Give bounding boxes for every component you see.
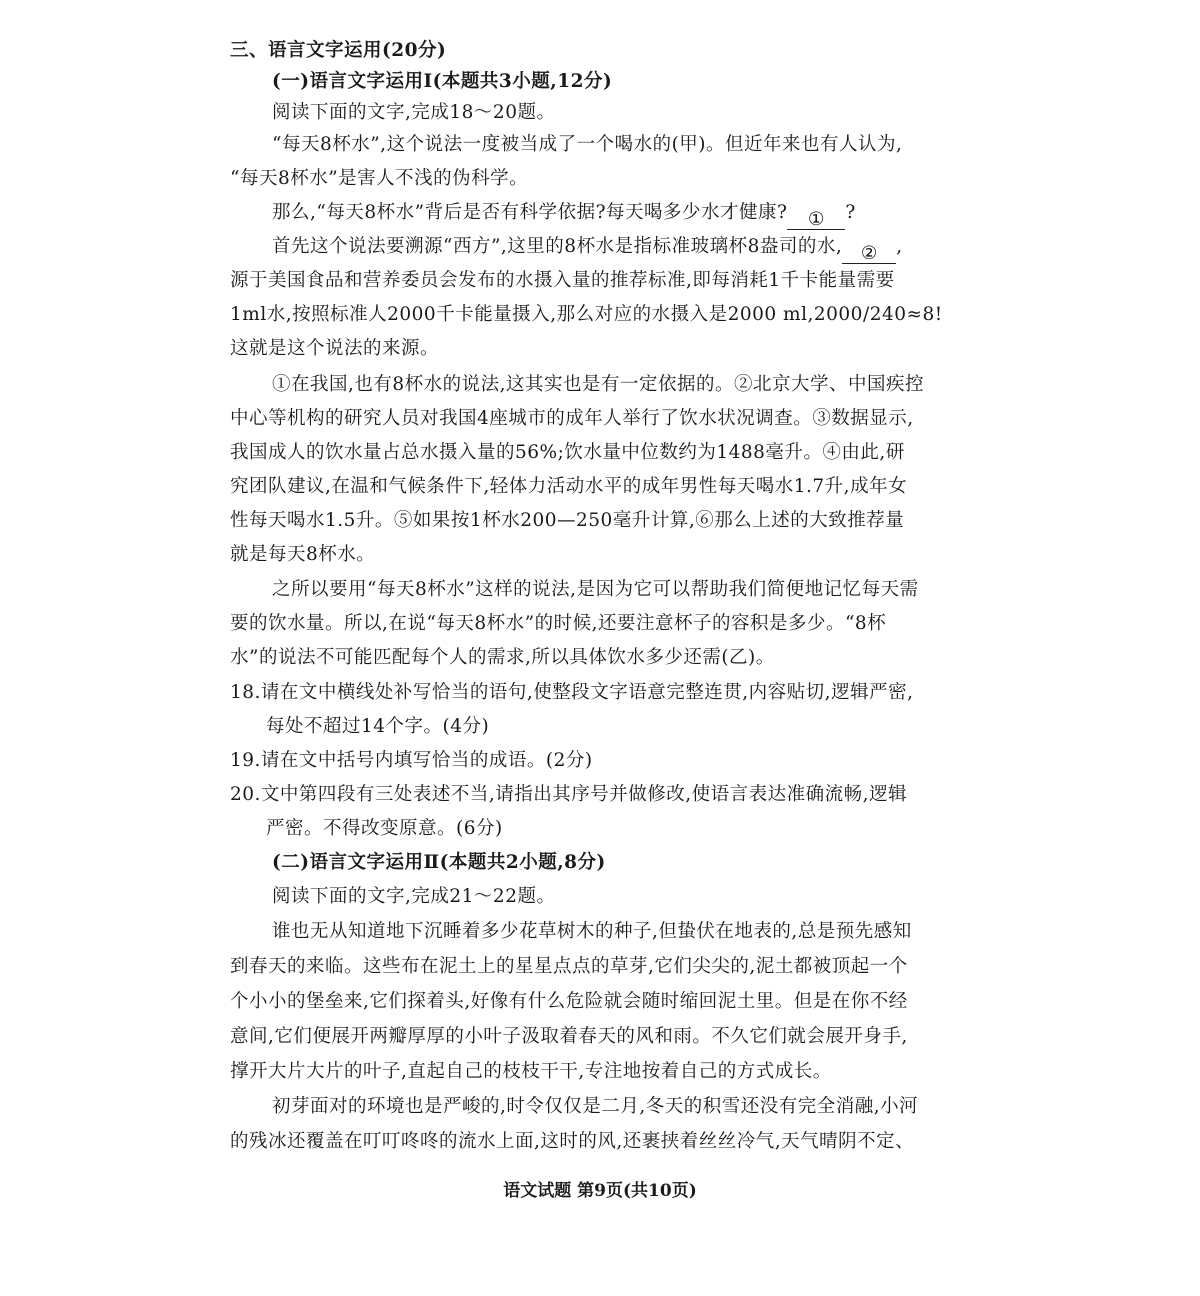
blank-1 bbox=[787, 203, 845, 230]
page-footer: 语文试题 第9页(共10页) bbox=[503, 1181, 697, 1201]
p3-text: 首先这个说法要溯源“西方”,这里的8杯水是指标准玻璃杯8盎司的水, bbox=[272, 236, 843, 257]
p4-line-5: 性每天喝水1.5升。⑤如果按1杯水200—250毫升计算,⑥那么上述的大致推荐量 bbox=[230, 510, 905, 531]
p4-line-2: 中心等机构的研究人员对我国4座城市的成年人举行了饮水状况调查。③数据显示, bbox=[230, 408, 914, 429]
q20-line-1: 20.文中第四段有三处表述不当,请指出其序号并做修改,使语言表达准确流畅,逻辑 bbox=[230, 784, 908, 805]
p4-line-4: 究团队建议,在温和气候条件下,轻体力活动水平的成年男性每天喝水1.7升,成年女 bbox=[230, 476, 908, 497]
section-title: 三、语言文字运用(20分) bbox=[230, 40, 447, 61]
p2-end: ? bbox=[845, 202, 856, 223]
p3-line-4: 这就是这个说法的来源。 bbox=[230, 338, 440, 359]
part2-p1-line-5: 撑开大片大片的叶子,直起自己的枝枝干干,专注地按着自己的方式成长。 bbox=[230, 1061, 832, 1082]
part1-intro: 阅读下面的文字,完成18～20题。 bbox=[272, 102, 556, 123]
p1-line-2: “每天8杯水”是害人不浅的伪科学。 bbox=[230, 168, 529, 189]
part2-p1-line-3: 个小小的堡垒来,它们探着头,好像有什么危险就会随时缩回泥土里。但是在你不经 bbox=[230, 991, 908, 1012]
p3-end: , bbox=[896, 236, 903, 257]
blank-1-mark: ① bbox=[807, 209, 825, 230]
p1-line-1: “每天8杯水”,这个说法一度被当成了一个喝水的(甲)。但近年来也有人认为, bbox=[272, 134, 903, 155]
part2-title: (二)语言文字运用Ⅱ(本题共2小题,8分) bbox=[272, 852, 606, 873]
p3-line-2: 源于美国食品和营养委员会发布的水摄入量的推荐标准,即每消耗1千卡能量需要 bbox=[230, 270, 895, 291]
p3-line-3: 1ml水,按照标准人2000千卡能量摄入,那么对应的水摄入是2000 ml,2000/240≈8! bbox=[230, 304, 943, 325]
blank-2 bbox=[842, 237, 896, 264]
p4-line-6: 就是每天8杯水。 bbox=[230, 544, 376, 565]
p3-line-1 bbox=[272, 230, 903, 264]
part2-p2-line-2: 的残冰还覆盖在叮叮咚咚的流水上面,这时的风,还裹挟着丝丝冷气,天气晴阴不定、 bbox=[230, 1131, 915, 1152]
p2-text: 那么,“每天8杯水”背后是否有科学依据?每天喝多少水才健康? bbox=[272, 202, 788, 223]
q19: 19.请在文中括号内填写恰当的成语。(2分) bbox=[230, 750, 593, 771]
part2-p2-line-1: 初芽面对的环境也是严峻的,时令仅仅是二月,冬天的积雪还没有完全消融,小河 bbox=[272, 1096, 919, 1117]
part1-title: (一)语言文字运用Ⅰ(本题共3小题,12分) bbox=[272, 71, 613, 92]
part2-p1-line-2: 到春天的来临。这些布在泥土上的星星点点的草芽,它们尖尖的,泥土都被顶起一个 bbox=[230, 956, 908, 977]
p4-line-3: 我国成人的饮水量占总水摄入量的56%;饮水量中位数约为1488毫升。④由此,研 bbox=[230, 442, 905, 463]
p4-line-1: ①在我国,也有8杯水的说法,这其实也是有一定依据的。②北京大学、中国疾控 bbox=[272, 374, 925, 395]
part2-p1-line-1: 谁也无从知道地下沉睡着多少花草树木的种子,但蛰伏在地表的,总是预先感知 bbox=[272, 921, 912, 942]
part2-intro: 阅读下面的文字,完成21～22题。 bbox=[272, 886, 556, 907]
q18-line-1: 18.请在文中横线处补写恰当的语句,使整段文字语意完整连贯,内容贴切,逻辑严密, bbox=[230, 682, 914, 703]
part2-p1-line-4: 意间,它们便展开两瓣厚厚的小叶子汲取着春天的风和雨。不久它们就会展开身手, bbox=[230, 1026, 908, 1047]
q20-line-2: 严密。不得改变原意。(6分) bbox=[266, 818, 503, 839]
p2-line bbox=[272, 196, 856, 230]
blank-2-mark: ② bbox=[860, 243, 878, 264]
q18-line-2: 每处不超过14个字。(4分) bbox=[266, 716, 490, 737]
p5-line-3: 水”的说法不可能匹配每个人的需求,所以具体饮水多少还需(乙)。 bbox=[230, 647, 775, 668]
p5-line-2: 要的饮水量。所以,在说“每天8杯水”的时候,还要注意杯子的容积是多少。“8杯 bbox=[230, 613, 887, 634]
p5-line-1: 之所以要用“每天8杯水”这样的说法,是因为它可以帮助我们简便地记忆每天需 bbox=[272, 579, 919, 600]
